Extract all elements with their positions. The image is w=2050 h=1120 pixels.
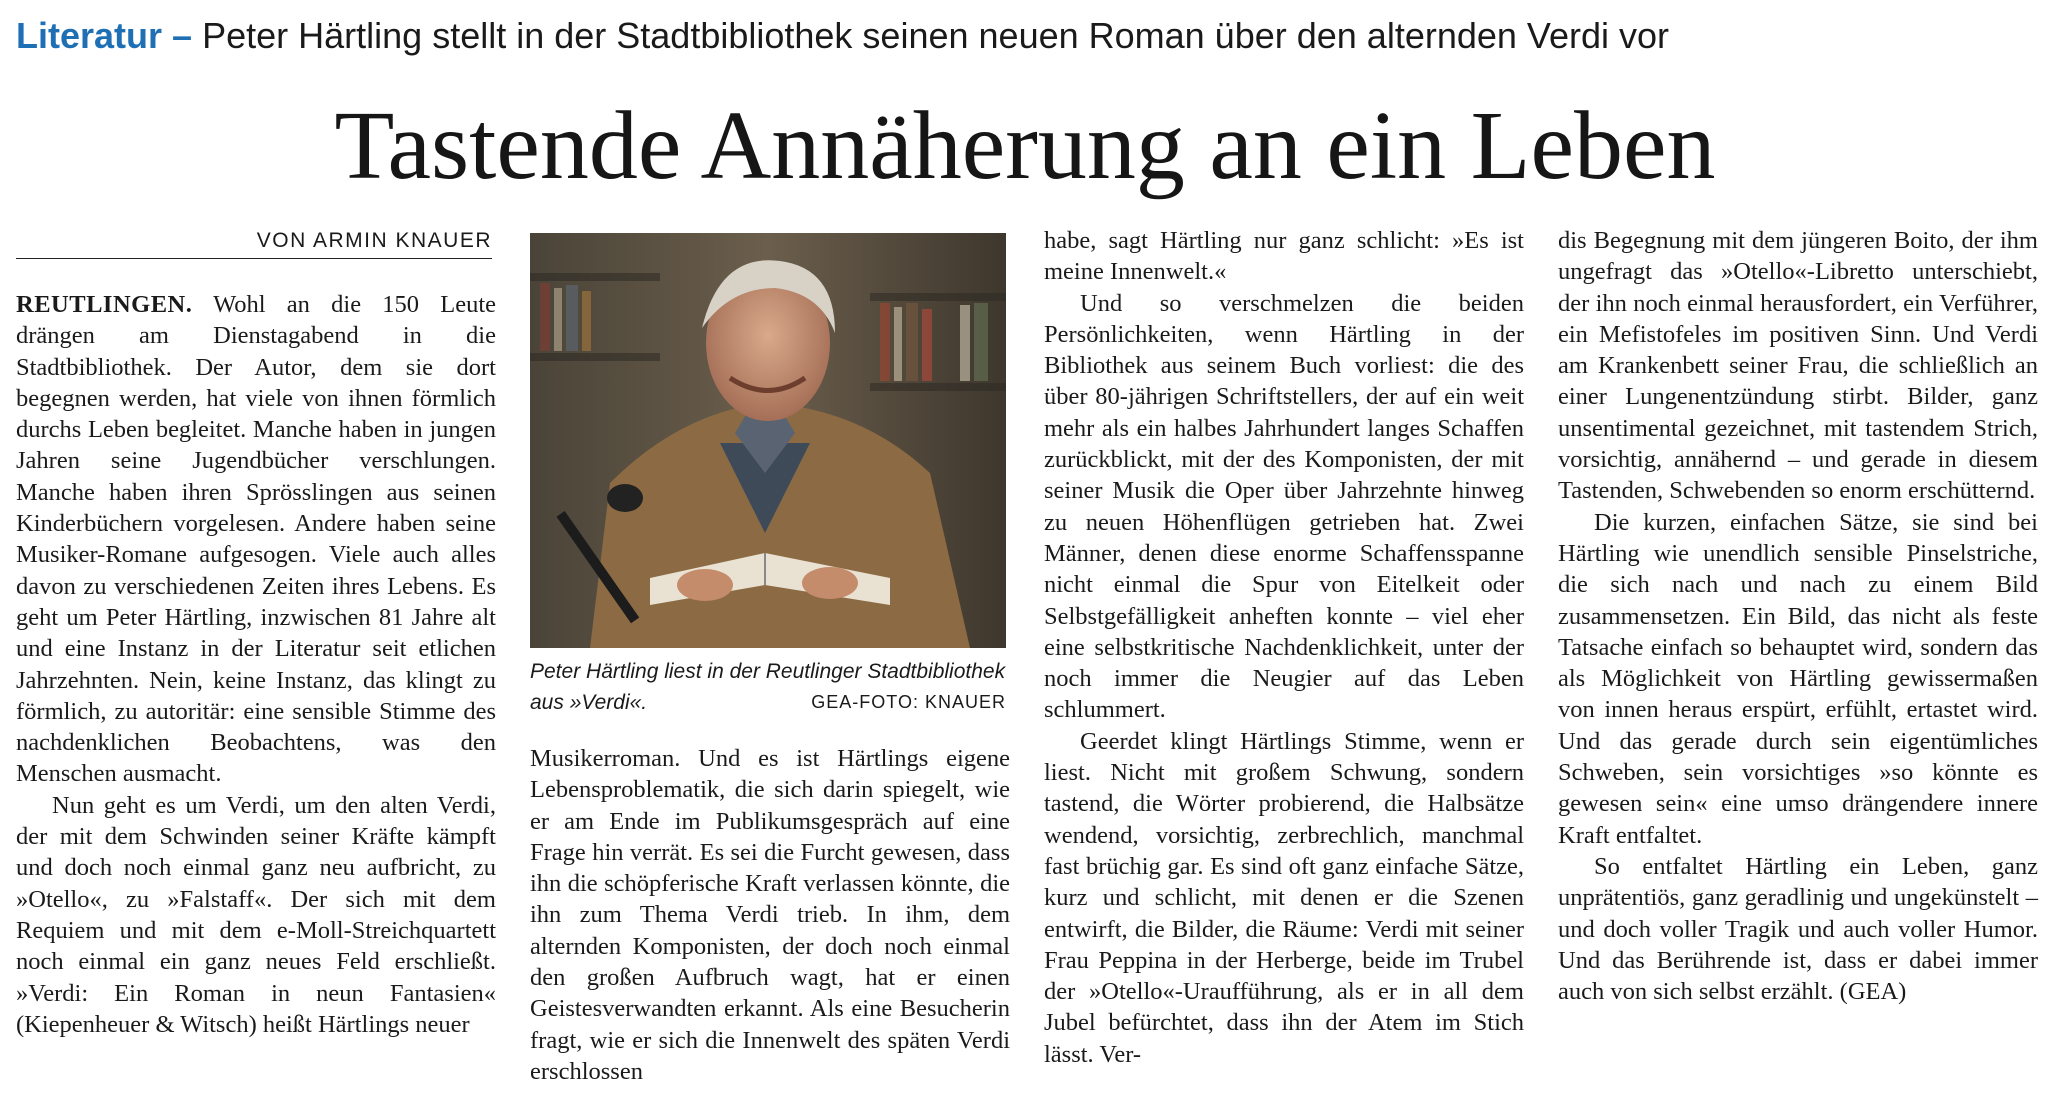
- photo-illustration: [530, 233, 1006, 648]
- author-reading-photo: [530, 233, 1006, 648]
- article-column-1: [16, 231, 496, 1040]
- paragraph: Geerdet klingt Härtlings Stimme, wenn er liest. Nicht mit großem Schwung, sondern tastend, die Wörter probierend, die Halbsätze wendend, vorsichtig, zerbrechlich, manchmal fast brüchig gar. Es sind oft ganz einfache Sätze, kurz und schlicht, mit denen er die Szenen entwirft, die Bilder, die Räume: Verdi mit seiner Frau Peppina in der Herberge, beide im Trubel der »Otello«-Uraufführung, als er in all dem Jubel befürchtet, dass ihn der Atem im Stich lässt. Ver-: [1044, 727, 1524, 1068]
- paragraph: dis Begegnung mit dem jüngeren Boito, der ihm ungefragt das »Otello«-Libretto unterschiebt, der ihn noch einmal herausfordert, ein Verführer, ein Mefistofeles im positiven Sinn. Und Verdi am Krankenbett seiner Frau, die schließlich an einer Lungenentzündung stirbt. Bilder, ganz unsentimental gezeichnet, mit tastendem Strich, vorsichtig, annähernd – und gerade in diesem Tastenden, Schwebenden so enorm erschütternd.: [1558, 227, 2038, 505]
- kicker-text: Peter Härtling stellt in der Stadtbibliothek seinen neuen Roman über den alternden Verdi vor: [202, 15, 1669, 56]
- paragraph: Nun geht es um Verdi, um den alten Verdi, der mit dem Schwinden seiner Kräfte kämpft und doch noch einmal ganz neu aufbricht, zu »Otello«, zu »Falstaff«. Der sich mit dem Requiem und mit dem e-Moll-Streichquartett noch einmal ein ganz neues Feld erschließt. »Verdi: Ein Roman in neun Fantasien« (Kiepenheuer & Witsch) heißt Härtlings neuer: [16, 791, 496, 1038]
- kicker-line: [16, 8, 2036, 64]
- headline: Tastende Annäherung an ein Leben: [334, 92, 1716, 200]
- dateline-place: REUTLINGEN.: [16, 291, 193, 318]
- paragraph: Und so verschmelzen die beiden Persönlichkeiten, wenn Härtling in der Bibliothek aus seinem Buch vorliest: die des über 80-jährigen Schriftstellers, der auf ein weit mehr als ein halbes Jahrhundert langes Schaffen zurückblickt, mit der des Komponisten, der mit seiner Musik die Oper über Jahrzehnte hinweg zu neuen Höhenflügen getrieben hat. Zwei Männer, denen diese enorme Schaffensspanne nicht einmal die Spur von Eitelkeit oder Selbstgefälligkeit anheften konnte – viel eher eine selbstkritische Nachdenklichkeit, unter der noch immer die Neugier auf das Leben schlummert.: [1044, 289, 1524, 724]
- kicker-dash: –: [172, 15, 193, 56]
- paragraph: habe, sagt Härtling nur ganz schlicht: »Es ist meine Innenwelt.«: [1044, 227, 1524, 286]
- paragraph: Die kurzen, einfachen Sätze, sie sind bei Härtling wie unendlich sensible Pinselstriche, die sich nach und nach zu einem Bild zusammensetzen. Ein Bild, das nicht als feste Tatsache einfach so behauptet wird, sondern das als Möglichkeit von Härtling gewissermaßen von innen heraus erspürt, erfühlt, ertastet wird. Und das gerade durch sein eigentümliches Schweben, sein vorsichtiges »so könnte es gewesen sein« eine umso drängendere innere Kraft entfaltet.: [1558, 508, 2038, 849]
- caption-text: Peter Härtling liest in der Reutlinger Stadtbibliothek aus »Verdi«.: [530, 660, 1006, 714]
- byline: VON ARMIN KNAUER: [16, 226, 492, 259]
- article-column-2: [530, 743, 1010, 1087]
- article-column-4: [1558, 225, 2038, 1007]
- photo-credit: GEA-FOTO: KNAUER: [811, 692, 1006, 712]
- article-column-3: [1044, 225, 1524, 1070]
- paragraph: Musikerroman. Und es ist Härtlings eigene Lebensproblematik, die sich darin spiegelt, wie er am Ende im Publikumsgespräch auf eine Frage hin verrät. Es sei die Furcht gewesen, dass ihn die schöpferische Kraft verlassen könnte, die ihn zum Thema Verdi trieb. In ihm, dem alternden Komponisten, der doch noch einmal den großen Aufbruch wagt, hat er einen Geistesverwandten erkannt. Als eine Besucherin fragt, wie er sich die Innenwelt des späten Verdi erschlossen: [530, 745, 1010, 1085]
- paragraph: So entfaltet Härtling ein Leben, ganz unprätentiös, ganz geradlinig und ungekünstelt – und doch voller Tragik und auch voller Humor. Und das Berührende ist, dass er dabei immer auch von sich selbst erzählt. (GEA): [1558, 852, 2038, 1006]
- section-topic: Literatur: [16, 15, 163, 56]
- paragraph-text: Wohl an die 150 Leute drängen am Dienstagabend in die Stadtbibliothek. Der Autor, dem sie dort begegnen werden, hat viele von ihnen förmlich durchs Leben begleitet. Manche haben in jungen Jahren seine Jugendbücher verschlungen. Manche haben ihren Sprösslingen aus seinen Kinderbüchern vorgelesen. Andere haben seine Musiker-Romane aufgesogen. Viele auch alles davon zu verschiedenen Zeiten ihres Lebens. Es geht um Peter Härtling, inzwischen 81 Jahre alt und eine Instanz in der Literatur seit etlichen Jahrzehnten. Nein, keine Instanz, das klingt zu förmlich, zu autoritär: eine sensible Stimme des nachdenklichen Beobachtens, was den Menschen ausmacht.: [16, 291, 496, 788]
- photo-caption: [530, 656, 1006, 718]
- paragraph: [16, 289, 496, 790]
